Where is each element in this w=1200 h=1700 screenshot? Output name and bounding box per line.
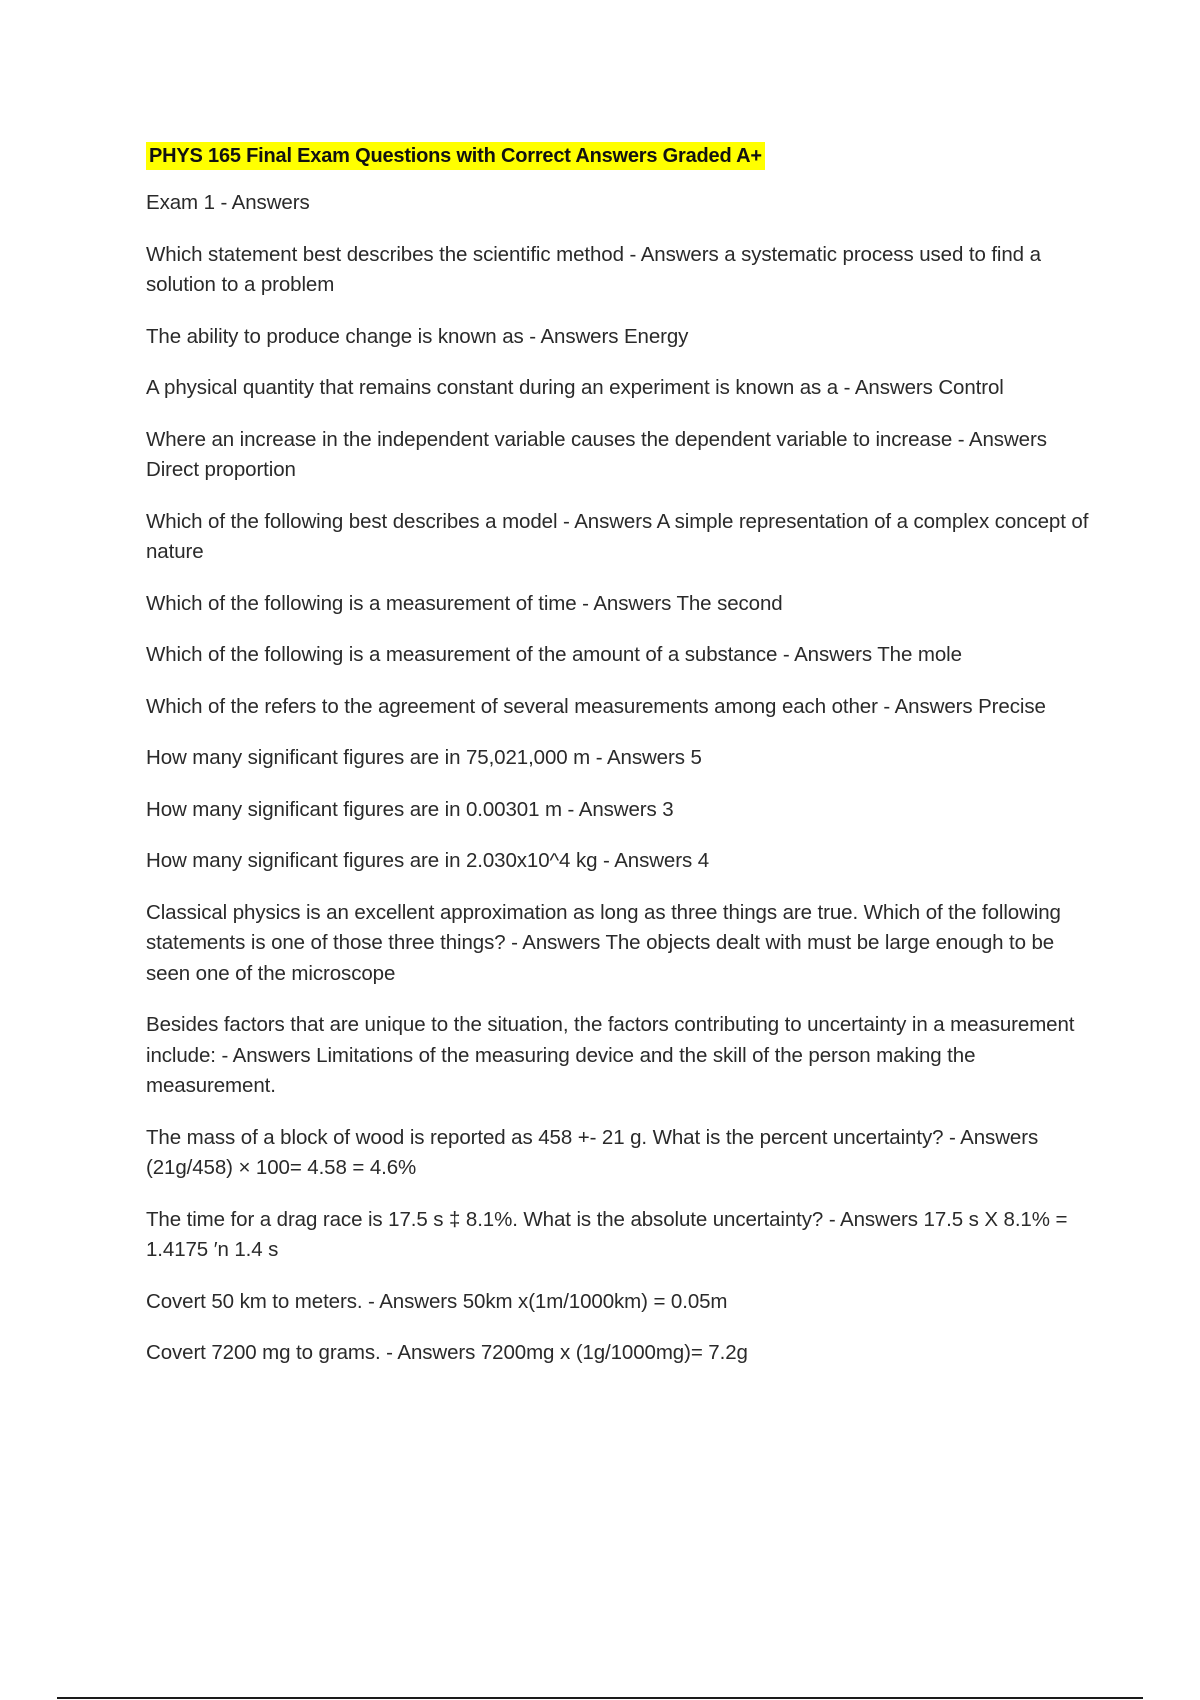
qa-item: How many significant figures are in 0.00301 m - Answers 3 — [146, 797, 674, 821]
document-title: PHYS 165 Final Exam Questions with Correct Answers Graded A+ — [146, 142, 765, 170]
qa-item: Covert 7200 mg to grams. - Answers 7200mg x (1g/1000mg)= 7.2g — [146, 1341, 748, 1364]
exam-heading: Exam 1 - Answers — [146, 191, 310, 214]
qa-item: The time for a drag race is 17.5 s ‡ 8.1%. What is the absolute uncertainty? - Answers 17.5 s X 8.1% = 1.4175 ′n 1.4 s — [146, 1207, 1068, 1261]
qa-item: Besides factors that are unique to the situation, the factors contributing to uncertainty in a measurement include: - Answers Limitations of the measuring device and the skill of the person making the measurement. — [146, 1013, 1075, 1097]
qa-item: A physical quantity that remains constant during an experiment is known as a - Answers Control — [146, 376, 1004, 399]
document-page — [146, 142, 1096, 1390]
qa-item: Which of the following is a measurement of the amount of a substance - Answers The mole — [146, 643, 962, 666]
qa-item: The ability to produce change is known as - Answers Energy — [146, 324, 689, 348]
qa-item: Classical physics is an excellent approximation as long as three things are true. Which of the following statements is one of those three things? - Answers The objects dealt with must be large enough to be seen one of the microscope — [146, 900, 1061, 985]
qa-item: Covert 50 km to meters. - Answers 50km x(1m/1000km) = 0.05m — [146, 1289, 728, 1313]
qa-item: Which of the following is a measurement of time - Answers The second — [146, 591, 783, 615]
qa-item: Which of the refers to the agreement of several measurements among each other - Answers Precise — [146, 694, 1046, 718]
page-bottom-divider — [57, 1697, 1143, 1699]
qa-item: The mass of a block of wood is reported as 458 +- 21 g. What is the percent uncertainty? - Answers (21g/458) × 100= 4.58 = 4.6% — [146, 1125, 1039, 1179]
qa-item: Where an increase in the independent variable causes the dependent variable to increase - Answers Direct proportion — [146, 427, 1047, 481]
qa-list — [146, 240, 1096, 1369]
qa-item: Which of the following best describes a model - Answers A simple representation of a complex concept of nature — [146, 509, 1089, 563]
qa-item: Which statement best describes the scientific method - Answers a systematic process used to find a solution to a problem — [146, 242, 1041, 296]
qa-item: How many significant figures are in 2.030x10^4 kg - Answers 4 — [146, 849, 709, 872]
qa-item: How many significant figures are in 75,021,000 m - Answers 5 — [146, 746, 702, 769]
